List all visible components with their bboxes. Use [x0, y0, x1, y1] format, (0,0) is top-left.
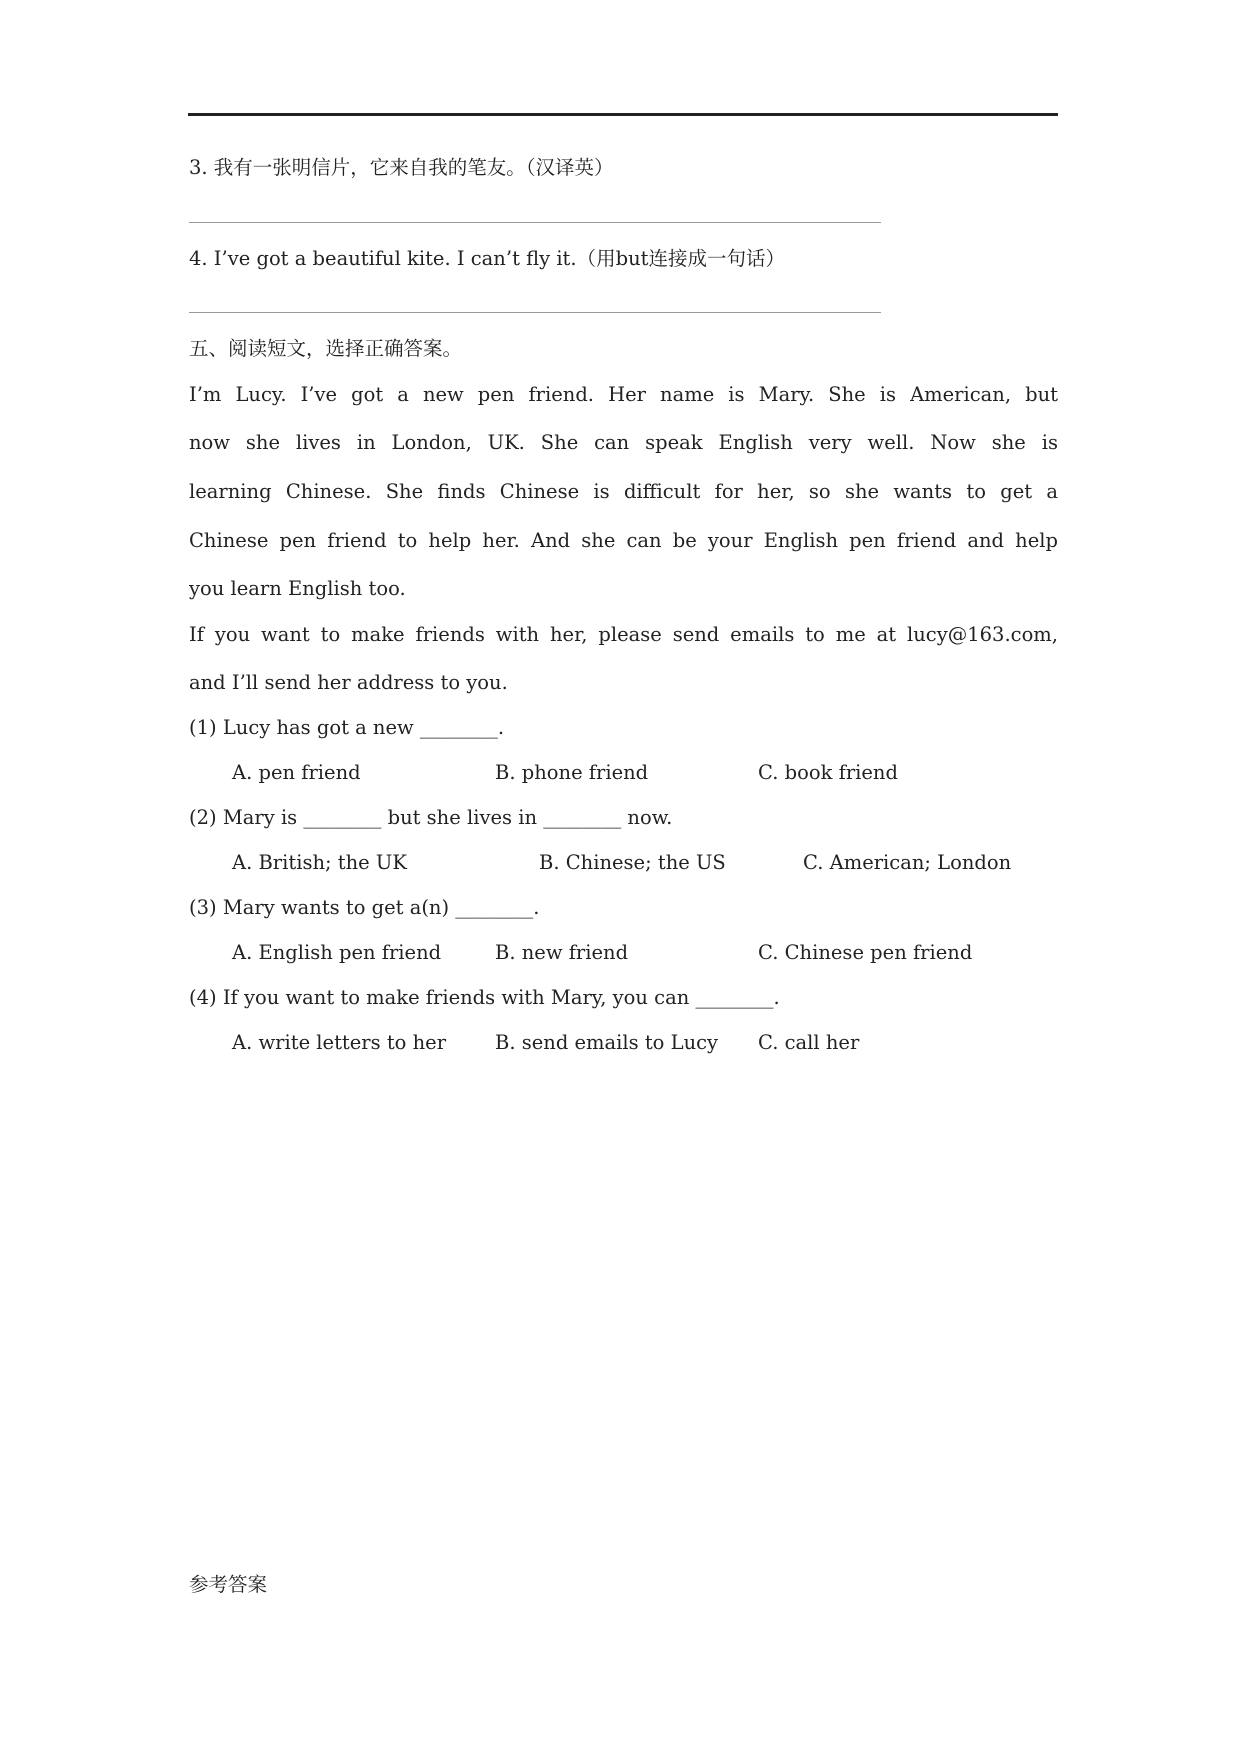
question-stem: (1) Lucy has got a new ________.: [189, 716, 505, 739]
option-c[interactable]: C. Chinese pen friend: [758, 941, 973, 964]
passage-line: learning Chinese. She finds Chinese is difficult for her, so she wants to get a: [189, 480, 1058, 503]
passage-line: you learn English too.: [189, 577, 406, 600]
answer-blank-3[interactable]: [189, 222, 881, 223]
passage-line: I’m Lucy. I’ve got a new pen friend. Her name is Mary. She is American, but: [189, 383, 1058, 406]
question-stem: (2) Mary is ________ but she lives in ________ now.: [189, 806, 673, 829]
option-c[interactable]: C. book friend: [758, 761, 898, 784]
passage-line: Chinese pen friend to help her. And she can be your English pen friend and help: [189, 529, 1058, 552]
passage-line: and I’ll send her address to you.: [189, 671, 508, 694]
question-4: 4. I’ve got a beautiful kite. I can’t fly it.（用but连接成一句话）: [189, 247, 785, 270]
question-stem: (3) Mary wants to get a(n) ________.: [189, 896, 540, 919]
passage-line: now she lives in London, UK. She can speak English very well. Now she is: [189, 431, 1058, 454]
option-a[interactable]: A. English pen friend: [232, 941, 442, 964]
option-c[interactable]: C. American; London: [803, 851, 1012, 874]
option-b[interactable]: B. new friend: [495, 941, 629, 964]
option-b[interactable]: B. phone friend: [495, 761, 649, 784]
option-b[interactable]: B. Chinese; the US: [539, 851, 726, 874]
question-stem: (4) If you want to make friends with Mary, you can ________.: [189, 986, 780, 1009]
header-rule: [188, 113, 1058, 116]
option-a[interactable]: A. pen friend: [232, 761, 361, 784]
passage-line: If you want to make friends with her, please send emails to me at lucy@163.com,: [189, 623, 1058, 646]
question-3: 3. 我有一张明信片，它来自我的笔友。（汉译英）: [189, 156, 614, 179]
option-c[interactable]: C. call her: [758, 1031, 860, 1054]
option-b[interactable]: B. send emails to Lucy: [495, 1031, 719, 1054]
option-a[interactable]: A. British; the UK: [232, 851, 407, 874]
answer-blank-4[interactable]: [189, 312, 881, 313]
option-a[interactable]: A. write letters to her: [232, 1031, 447, 1054]
answer-key-title: 参考答案: [189, 1573, 268, 1596]
section-five-heading: 五、阅读短文，选择正确答案。: [189, 337, 463, 360]
